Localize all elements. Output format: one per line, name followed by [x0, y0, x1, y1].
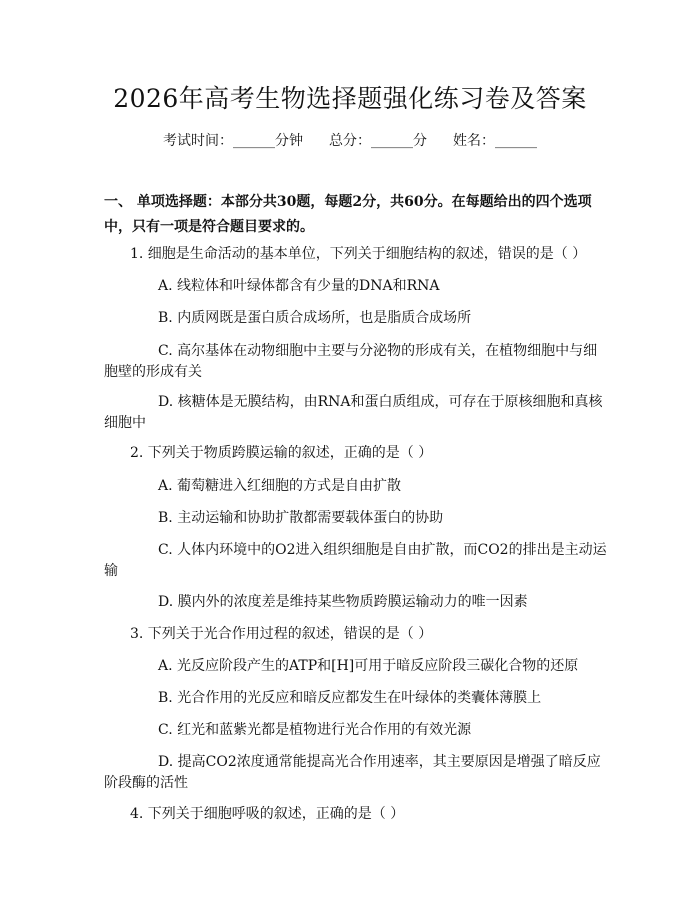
question-1-option-d-cont: 细胞中 [104, 415, 146, 431]
section-heading-line2: 中，只有一项是符合题目要求的。 [104, 219, 314, 235]
question-1-option-c-cont: 胞壁的形成有关 [104, 364, 202, 380]
question-2-option-d: D. 膜内外的浓度差是维持某些物质跨膜运输动力的唯一因素 [158, 594, 528, 610]
question-3-option-b: B. 光合作用的光反应和暗反应都发生在叶绿体的类囊体薄膜上 [158, 690, 542, 706]
question-1-option-d: D. 核糖体是无膜结构，由RNA和蛋白质组成，可存在于原核细胞和真核 [158, 394, 603, 410]
question-1-option-c: C. 高尔基体在动物细胞中主要与分泌物的形成有关，在植物细胞中与细 [158, 343, 598, 359]
exam-meta [0, 131, 700, 151]
exam-score: 总分：______分 [329, 133, 427, 149]
question-3-option-d-cont: 阶段酶的活性 [104, 775, 188, 791]
section-heading-line1: 一、 单项选择题：本部分共30题，每题2分，共60分。在每题给出的四个选项 [104, 194, 592, 210]
question-1-option-a: A. 线粒体和叶绿体都含有少量的DNA和RNA [158, 278, 440, 294]
question-2-option-c-cont: 输 [104, 563, 118, 579]
question-2-option-c: C. 人体内环境中的O2进入组织细胞是自由扩散，而CO2的排出是主动运 [158, 542, 607, 558]
question-4-stem: 4. 下列关于细胞呼吸的叙述，正确的是（ ） [130, 806, 405, 822]
question-3-stem: 3. 下列关于光合作用过程的叙述，错误的是（ ） [130, 626, 433, 642]
question-1-stem: 1. 细胞是生命活动的基本单位，下列关于细胞结构的叙述，错误的是（ ） [130, 246, 587, 262]
question-3-option-c: C. 红光和蓝紫光都是植物进行光合作用的有效光源 [158, 722, 472, 738]
page-title: 2026年高考生物选择题强化练习卷及答案 [113, 84, 587, 113]
section-heading [104, 190, 604, 240]
question-1-option-b: B. 内质网既是蛋白质合成场所，也是脂质合成场所 [158, 310, 472, 326]
question-3-option-a: A. 光反应阶段产生的ATP和[H]可用于暗反应阶段三碳化合物的还原 [158, 658, 579, 674]
exam-time: 考试时间：______分钟 [163, 133, 303, 149]
question-2-option-b: B. 主动运输和协助扩散都需要载体蛋白的协助 [158, 510, 444, 526]
question-2-option-a: A. 葡萄糖进入红细胞的方式是自由扩散 [158, 478, 402, 494]
question-2-stem: 2. 下列关于物质跨膜运输的叙述，正确的是（ ） [130, 445, 433, 461]
question-3-option-d: D. 提高CO2浓度通常能提高光合作用速率，其主要原因是增强了暗反应 [158, 754, 601, 770]
exam-name: 姓名：______ [453, 133, 537, 149]
